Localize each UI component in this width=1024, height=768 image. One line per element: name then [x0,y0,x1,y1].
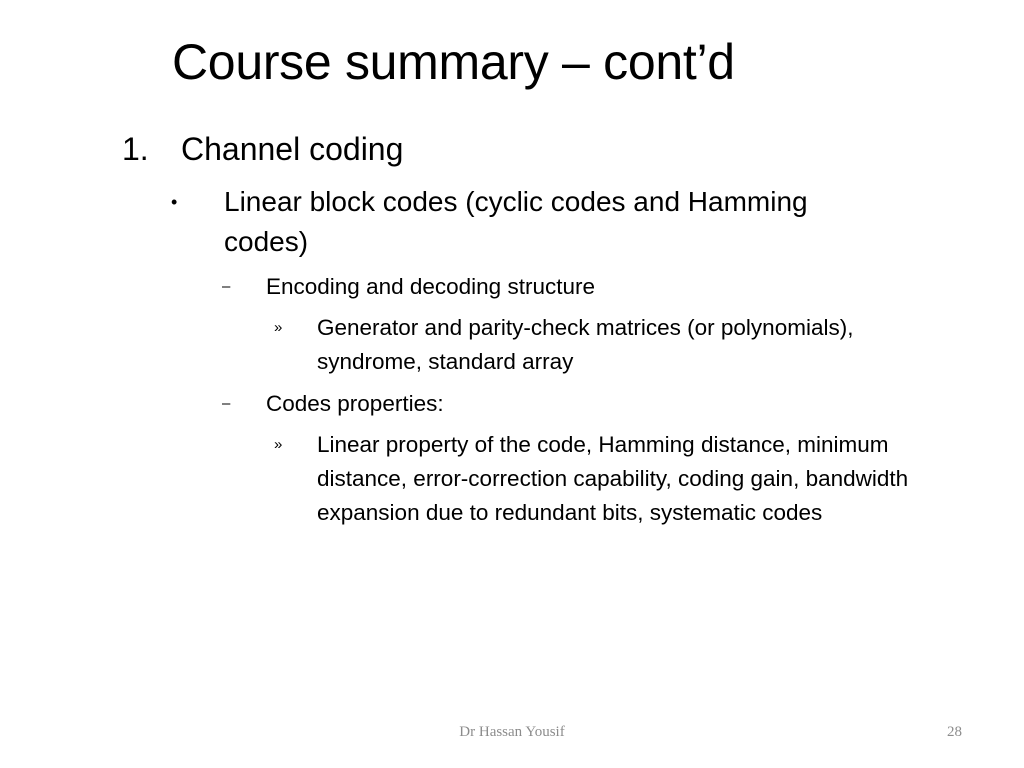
bullet-icon: • [171,192,178,212]
list-number: 1. [122,131,149,167]
list-item-text: Codes properties: [266,391,444,416]
dash-icon: – [222,395,231,412]
guillemet-icon: » [274,319,283,336]
page-number: 28 [947,724,962,740]
guillemet-icon: » [274,436,283,453]
list-item-text: Generator and parity-check matrices (or polynomials), syndrome, standard array [317,315,854,374]
list-item-text: Encoding and decoding structure [266,274,595,299]
slide-title: Course summary – cont’d [172,34,735,90]
list-item-text: Linear block codes (cyclic codes and Hamming codes) [224,186,808,257]
list-item-text: Channel coding [181,131,404,167]
dash-icon: – [222,278,231,295]
footer-author: Dr Hassan Yousif [459,724,565,740]
list-item-text: Linear property of the code, Hamming distance, minimum distance, error-correction capability, coding gain, bandwidth expansion due to redundant bits, systematic codes [317,432,909,525]
